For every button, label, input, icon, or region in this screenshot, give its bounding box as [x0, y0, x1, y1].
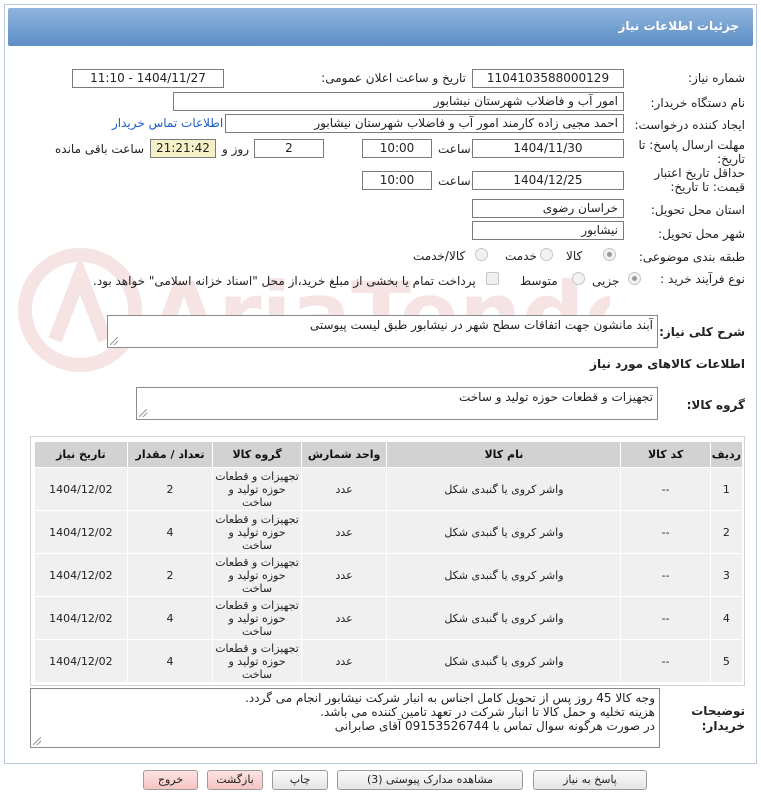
buyer-label: نام دستگاه خریدار:	[650, 96, 745, 110]
process-radio-medium[interactable]	[572, 272, 585, 285]
city-field: نیشابور	[472, 221, 624, 240]
cell-row: 2	[710, 511, 742, 554]
notes-field	[30, 688, 660, 748]
print-button[interactable]: چاپ	[272, 770, 328, 790]
col-header-code: کد کالا	[621, 442, 710, 468]
goods-table	[34, 441, 743, 683]
city-label: شهر محل تحویل:	[658, 227, 745, 241]
category-option-service: خدمت	[505, 249, 537, 263]
category-radio-goods[interactable]	[603, 248, 616, 261]
category-option-both: کالا/خدمت	[413, 249, 466, 263]
goods-group-label: گروه کالا:	[686, 398, 745, 412]
cell-qty: 4	[127, 511, 213, 554]
resize-handle[interactable]	[110, 337, 118, 345]
cell-row: 5	[710, 640, 742, 683]
creator-field: احمد مجیی زاده کارمند امور آب و فاضلاب شهرستان نیشابور	[225, 114, 624, 133]
payment-note: پرداخت تمام یا بخشی از مبلغ خرید،از محل "اسناد خزانه اسلامی" خواهد بود.	[93, 274, 476, 288]
table-row	[35, 468, 743, 511]
cell-code: --	[621, 597, 710, 640]
notes-line: هزینه تخلیه و حمل کالا تا انبار شرکت در تعهد تامین کننده می باشد.	[320, 705, 655, 719]
remaining-label: ساعت باقی مانده	[55, 142, 145, 156]
cell-name: واشر کروی یا گنبدی شکل	[387, 640, 621, 683]
cell-row: 1	[710, 468, 742, 511]
cell-code: --	[621, 640, 710, 683]
resize-handle[interactable]	[139, 409, 147, 417]
table-row	[35, 640, 743, 683]
table-row	[35, 511, 743, 554]
table-row	[35, 597, 743, 640]
cell-group: تجهیزات و قطعات حوزه تولید و ساخت	[213, 640, 302, 683]
cell-unit: عدد	[301, 468, 387, 511]
remaining-time-field: 21:21:42	[150, 139, 216, 158]
cell-code: --	[621, 468, 710, 511]
cell-code: --	[621, 511, 710, 554]
cell-row: 4	[710, 597, 742, 640]
cell-name: واشر کروی یا گنبدی شکل	[387, 597, 621, 640]
description-text: آبند مانشون جهت اتفاقات سطح شهر در نیشابور طبق لیست پیوستی	[309, 318, 653, 332]
resize-handle[interactable]	[33, 737, 41, 745]
buyer-contact-link[interactable]: اطلاعات تماس خریدار	[112, 116, 224, 130]
deadline-time-label: ساعت	[438, 142, 471, 156]
col-header-row: ردیف	[710, 442, 742, 468]
process-radio-minor[interactable]	[628, 272, 641, 285]
cell-qty: 2	[127, 554, 213, 597]
col-header-date: تاریخ نیاز	[35, 442, 128, 468]
cell-row: 3	[710, 554, 742, 597]
col-header-name: نام کالا	[387, 442, 621, 468]
reply-button[interactable]: پاسخ به نیاز	[533, 770, 647, 790]
creator-label: ایجاد کننده درخواست:	[634, 118, 745, 132]
cell-name: واشر کروی یا گنبدی شکل	[387, 511, 621, 554]
cell-group: تجهیزات و قطعات حوزه تولید و ساخت	[213, 468, 302, 511]
deadline-date-field: 1404/11/30	[472, 139, 624, 158]
cell-unit: عدد	[301, 511, 387, 554]
exit-button[interactable]: خروج	[143, 770, 198, 790]
goods-group-field	[136, 387, 658, 420]
cell-qty: 4	[127, 597, 213, 640]
validity-label: حداقل تاریخ اعتبار قیمت: تا تاریخ:	[654, 166, 745, 194]
cell-name: واشر کروی یا گنبدی شکل	[387, 554, 621, 597]
cell-qty: 2	[127, 468, 213, 511]
col-header-group: گروه کالا	[213, 442, 302, 468]
days-field: 2	[254, 139, 324, 158]
table-header-row	[35, 442, 743, 468]
cell-unit: عدد	[301, 554, 387, 597]
cell-date: 1404/12/02	[35, 554, 128, 597]
cell-group: تجهیزات و قطعات حوزه تولید و ساخت	[213, 511, 302, 554]
cell-unit: عدد	[301, 640, 387, 683]
cell-unit: عدد	[301, 597, 387, 640]
process-option-minor: جزیی	[592, 274, 620, 288]
cell-name: واشر کروی یا گنبدی شکل	[387, 468, 621, 511]
notes-line: وجه کالا 45 روز پس از تحویل کامل اجناس به انبار شرکت نیشابور انجام می گردد.	[245, 691, 655, 705]
table-row	[35, 554, 743, 597]
category-radio-service[interactable]	[540, 248, 553, 261]
notes-line: در صورت هرگونه سوال تماس با 09153526744 آقای صابرانی	[334, 719, 655, 733]
need-number-field: 1104103588000129	[472, 69, 624, 88]
validity-time-field: 10:00	[362, 171, 432, 190]
announce-date-field: 1404/11/27 - 11:10	[72, 69, 224, 88]
cell-date: 1404/12/02	[35, 640, 128, 683]
description-field	[107, 315, 658, 348]
announce-label: تاریخ و ساعت اعلان عمومی:	[321, 71, 466, 85]
cell-group: تجهیزات و قطعات حوزه تولید و ساخت	[213, 597, 302, 640]
description-label: شرح کلی نیاز:	[659, 325, 745, 339]
province-label: استان محل تحویل:	[650, 203, 745, 217]
attachments-button[interactable]: مشاهده مدارک پیوستی (3)	[337, 770, 523, 790]
cell-date: 1404/12/02	[35, 468, 128, 511]
cell-date: 1404/12/02	[35, 511, 128, 554]
need-number-label: شماره نیاز:	[688, 71, 745, 85]
deadline-label: مهلت ارسال پاسخ: تا تاریخ:	[638, 138, 745, 166]
cell-date: 1404/12/02	[35, 597, 128, 640]
goods-table-container	[30, 436, 745, 686]
panel-header	[8, 8, 753, 46]
panel-title: جزئیات اطلاعات نیاز	[618, 19, 739, 33]
cell-code: --	[621, 554, 710, 597]
process-option-medium: متوسط	[520, 274, 558, 288]
buyer-field: امور آب و فاضلاب شهرستان نیشابور	[173, 92, 624, 111]
validity-time-label: ساعت	[438, 174, 471, 188]
notes-label: توضیحات خریدار:	[691, 704, 745, 733]
col-header-qty: تعداد / مقدار	[127, 442, 213, 468]
category-radio-both[interactable]	[475, 248, 488, 261]
validity-date-field: 1404/12/25	[472, 171, 624, 190]
back-button[interactable]: بازگشت	[207, 770, 263, 790]
treasury-checkbox[interactable]	[486, 272, 499, 285]
category-option-goods: کالا	[566, 249, 583, 263]
goods-group-text: تجهیزات و قطعات حوزه تولید و ساخت	[458, 390, 653, 404]
days-label: روز و	[222, 142, 249, 156]
cell-group: تجهیزات و قطعات حوزه تولید و ساخت	[213, 554, 302, 597]
deadline-time-field: 10:00	[362, 139, 432, 158]
province-field: خراسان رضوی	[472, 199, 624, 218]
col-header-unit: واحد شمارش	[301, 442, 387, 468]
cell-qty: 4	[127, 640, 213, 683]
process-label: نوع فرآیند خرید :	[660, 272, 745, 286]
category-label: طبقه بندی موضوعی:	[638, 250, 745, 264]
goods-section-title: اطلاعات کالاهای مورد نیاز	[590, 357, 745, 371]
